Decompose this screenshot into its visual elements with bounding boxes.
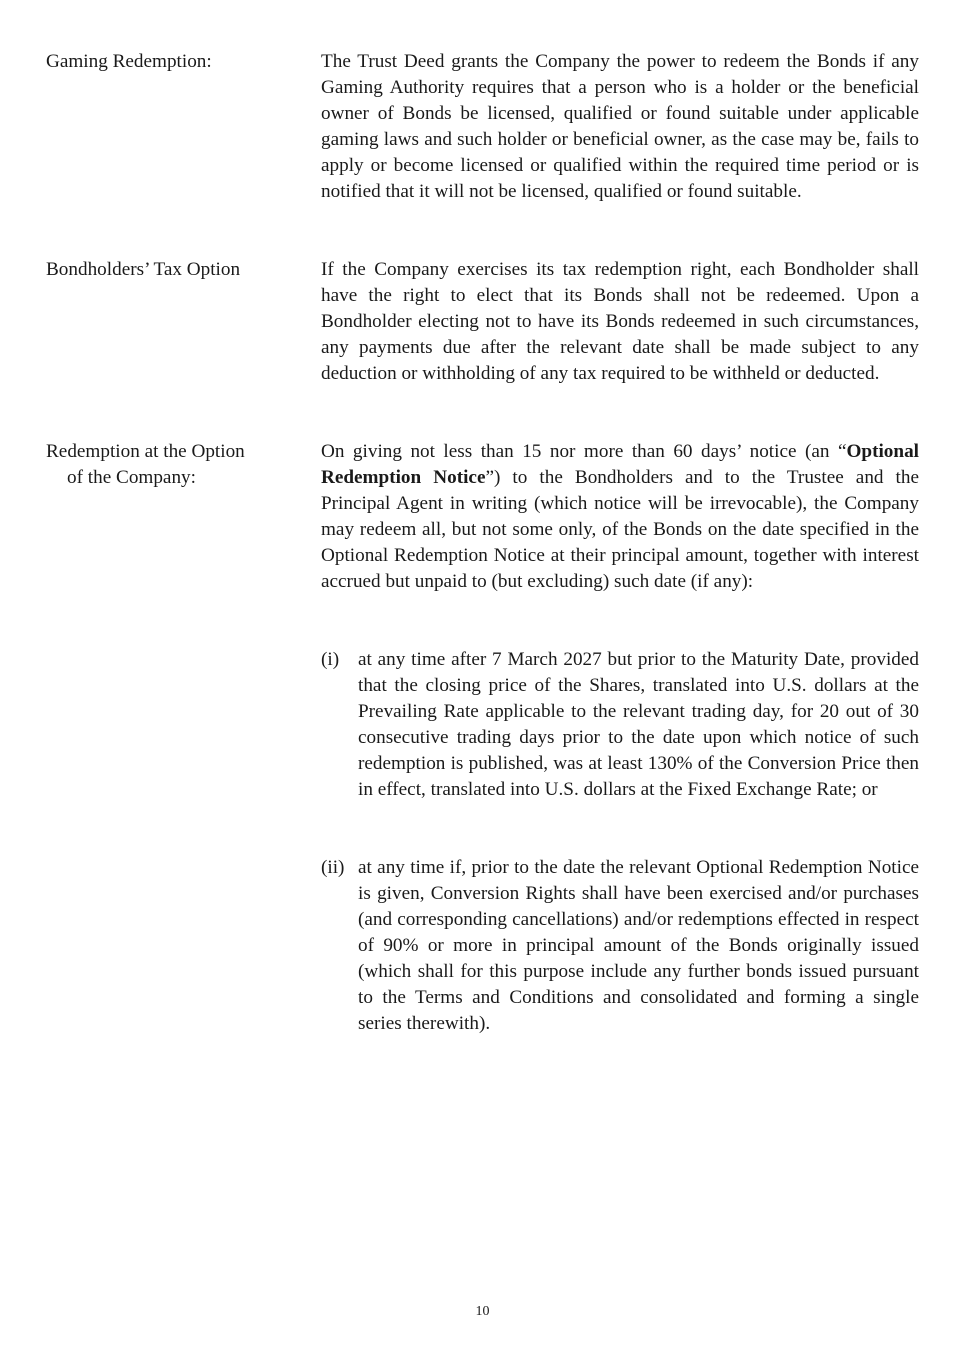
list-item (321, 855, 919, 1063)
defined-term-optional-redemption-notice: Optional Redemption Notice (321, 441, 919, 488)
section-redemption-option-company (46, 439, 919, 1069)
list-item-text: at any time after 7 March 2027 but prior to the Maturity Date, provided that the closing price of the Shares, translated into U.S. dollars at the Prevailing Rate applicable to the relevant trading day, for 20 out of 30 consecutive trading days prior to the date upon which notice of such redemption is published, was at least 130% of the Conversion Price then in effect, translated into U.S. dollars at the Fixed Exchange Rate; or (358, 649, 919, 800)
list-item-number: (ii) (321, 857, 345, 878)
section-body (321, 49, 919, 205)
section-label: Bondholders’ Tax Option (46, 259, 241, 280)
section-gaming-redemption (46, 49, 919, 231)
section-body (321, 439, 919, 595)
section-label-line1: Redemption at the Option (46, 441, 245, 462)
section-bondholders-tax-option (46, 257, 919, 413)
list-item-number: (i) (321, 649, 340, 670)
paragraph-text-after: ”) to the Bondholders and to the Trustee and the Principal Agent in writing (which notice will be irrevocable), the Company may redeem all, but not some only, of the Bonds on the date specified in the Optional Redemption Notice at their principal amount, together with interest accrued but unpaid to (but excluding) such date (if any): (321, 467, 919, 592)
page-number: 10 (475, 1304, 490, 1319)
section-label-line2: of the Company: (67, 467, 196, 488)
section-label (46, 439, 296, 491)
paragraph-text-before: On giving not less than 15 nor more than 60 days’ notice (an “ (321, 441, 847, 462)
section-paragraph: The Trust Deed grants the Company the power to redeem the Bonds if any Gaming Authority requires that a person who is a holder or the beneficial owner of Bonds be licensed, qualified or found suitable under applicable gaming laws and such holder or beneficial owner, as the case may be, fails to apply or become licensed or qualified within the required time period or is notified that it will not be licensed, qualified or found suitable. (321, 51, 919, 202)
list-item (321, 647, 919, 829)
section-paragraph (321, 439, 919, 595)
section-paragraph: If the Company exercises its tax redemption right, each Bondholder shall have the right to elect that its Bonds shall not be redeemed. Upon a Bondholder electing not to have its Bonds redeemed in such circumstances, any payments due after the relevant date shall be made subject to any deduction or withholding of any tax required to be withheld or deducted. (321, 259, 919, 384)
list-item-text: at any time if, prior to the date the relevant Optional Redemption Notice is given, Conversion Rights shall have been exercised and/or purchases (and corresponding cancellations) and/or redemptions effected in respect of 90% or more in principal amount of the Bonds originally issued (which shall for this purpose include any further bonds issued pursuant to the Terms and Conditions and consolidated and forming a single series therewith). (358, 857, 919, 1034)
section-label: Gaming Redemption: (46, 51, 212, 72)
section-body (321, 257, 919, 387)
